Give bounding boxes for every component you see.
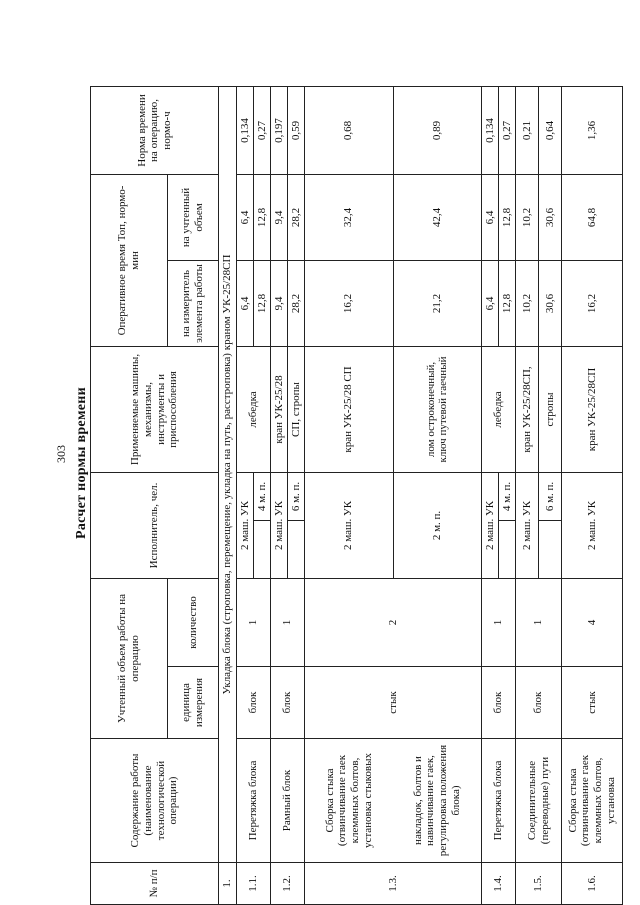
row-per-volume: 10,2 — [516, 174, 539, 260]
row-norm: 0,89 — [393, 86, 482, 174]
row-performer: 4 м. п. — [499, 472, 516, 520]
section-num: 1. — [219, 863, 237, 905]
row-norm: 0,197 — [271, 86, 288, 174]
row-machine: кран УК-25/28СП, — [516, 346, 539, 472]
row-content: Перетяжка блока — [482, 739, 516, 863]
row-qty: 1 — [237, 578, 271, 666]
table-row — [482, 86, 499, 904]
row-num: 1.3. — [305, 863, 482, 905]
table-row — [237, 86, 254, 904]
row-per-volume: 32,4 — [305, 174, 394, 260]
row-machine: лебедка — [237, 346, 271, 472]
row-unit: блок — [237, 667, 271, 739]
row-per-element: 16,2 — [562, 260, 623, 346]
row-norm: 0,134 — [237, 86, 254, 174]
row-performer: 6 м. п. — [288, 472, 305, 520]
row-qty: 2 — [305, 578, 482, 666]
header-num: № п/п — [91, 863, 219, 905]
table-row — [562, 86, 623, 904]
row-per-volume: 28,2 — [288, 174, 305, 260]
header-qty: количество — [168, 578, 219, 666]
row-num: 1.5. — [516, 863, 562, 905]
row-machine: лебедка — [482, 346, 516, 472]
row-machine: лом остроконечный, ключ путевой гаечный — [393, 346, 482, 472]
row-per-volume: 12,8 — [499, 174, 516, 260]
row-per-volume: 12,8 — [254, 174, 271, 260]
row-content: Соединительные (переводные) пути — [516, 739, 562, 863]
row-norm: 1,36 — [562, 86, 623, 174]
row-machine: стропы — [539, 346, 562, 472]
row-machine: кран УК-25/28СП — [562, 346, 623, 472]
row-per-element: 30,6 — [539, 260, 562, 346]
row-machine: кран УК-25/28 СП — [305, 346, 394, 472]
row-content: Сборка стыка (отвинчивание гаек клеммных болтов, установка — [562, 739, 623, 863]
table-row — [516, 86, 539, 904]
row-performer: 2 маш. УК — [562, 472, 623, 578]
row-num: 1.4. — [482, 863, 516, 905]
row-per-volume: 6,4 — [482, 174, 499, 260]
row-norm: 0,134 — [482, 86, 499, 174]
row-unit: блок — [271, 667, 305, 739]
row-machine: СП, стропы — [288, 346, 305, 472]
row-per-element: 9,4 — [271, 260, 288, 346]
row-performer: 2 маш. УК — [482, 472, 499, 578]
row-num: 1.2. — [271, 863, 305, 905]
header-performer: Исполнитель, чел. — [91, 472, 219, 578]
row-qty: 1 — [482, 578, 516, 666]
row-performer: 2 маш. УК — [237, 472, 254, 578]
section-row — [219, 86, 237, 904]
row-qty: 1 — [516, 578, 562, 666]
row-unit: стык — [305, 667, 482, 739]
table-row — [271, 86, 288, 904]
row-per-element: 6,4 — [237, 260, 254, 346]
row-per-volume: 30,6 — [539, 174, 562, 260]
row-per-element: 12,8 — [254, 260, 271, 346]
header-op-time: Оперативное время Топ, нормо-мин — [91, 174, 168, 346]
row-performer: 2 маш. УК — [305, 472, 394, 578]
header-volume: Учтенный объем работы на операцию — [91, 578, 168, 738]
row-per-element: 16,2 — [305, 260, 394, 346]
header-unit: единица измерения — [168, 667, 219, 739]
row-norm: 0,64 — [539, 86, 562, 174]
row-per-volume: 9,4 — [271, 174, 288, 260]
row-content: Перетяжка блока — [237, 739, 271, 863]
row-num: 1.1. — [237, 863, 271, 905]
row-unit: блок — [516, 667, 562, 739]
row-per-element: 12,8 — [499, 260, 516, 346]
row-per-element: 21,2 — [393, 260, 482, 346]
row-performer: 2 маш. УК — [271, 472, 288, 578]
header-per-element: на измеритель элемента работы — [168, 260, 219, 346]
row-per-volume: 6,4 — [237, 174, 254, 260]
row-per-volume: 42,4 — [393, 174, 482, 260]
row-norm: 0,27 — [499, 86, 516, 174]
header-row — [91, 86, 168, 904]
row-content: Сборка стыка (отвинчивание гаек клеммных болтов, установка стыковых — [305, 739, 394, 863]
section-text: Укладка блока (строповка, перемещение, укладка на путь, расстроповка) краном УК-25/28СП — [219, 86, 237, 862]
header-norm: Норма времени на операцию, нормо-ч — [91, 86, 219, 174]
row-performer: 2 маш. УК — [516, 472, 539, 578]
row-per-element: 10,2 — [516, 260, 539, 346]
row-performer: 2 м. п. — [393, 472, 482, 578]
row-num: 1.6. — [562, 863, 623, 905]
row-performer: 6 м. п. — [539, 472, 562, 520]
table-row — [393, 86, 482, 904]
row-norm: 0,21 — [516, 86, 539, 174]
page-number: 303 — [54, 445, 68, 463]
row-qty: 1 — [271, 578, 305, 666]
header-per-volume: на учтенный объем — [168, 174, 219, 260]
table-row — [305, 86, 394, 904]
row-machine: кран УК-25/28 — [271, 346, 288, 472]
row-norm: 0,59 — [288, 86, 305, 174]
header-machines: Применяемые машины, механизмы, инструменты и приспособления — [91, 346, 219, 472]
row-norm: 0,68 — [305, 86, 394, 174]
row-unit: блок — [482, 667, 516, 739]
row-performer: 4 м. п. — [254, 472, 271, 520]
row-qty: 4 — [562, 578, 623, 666]
row-content: Рамный блок — [271, 739, 305, 863]
row-unit: стык — [562, 667, 623, 739]
row-per-element: 6,4 — [482, 260, 499, 346]
row-per-volume: 64,8 — [562, 174, 623, 260]
page-title: Расчет нормы времени — [74, 386, 89, 539]
header-content: Содержание работы (наименование технологической операции) — [91, 739, 219, 863]
row-content: накладок, болтов и навинчивание гаек, регулировка положения блока) — [393, 739, 482, 863]
row-norm: 0,27 — [254, 86, 271, 174]
norms-table — [90, 86, 623, 905]
row-per-element: 28,2 — [288, 260, 305, 346]
